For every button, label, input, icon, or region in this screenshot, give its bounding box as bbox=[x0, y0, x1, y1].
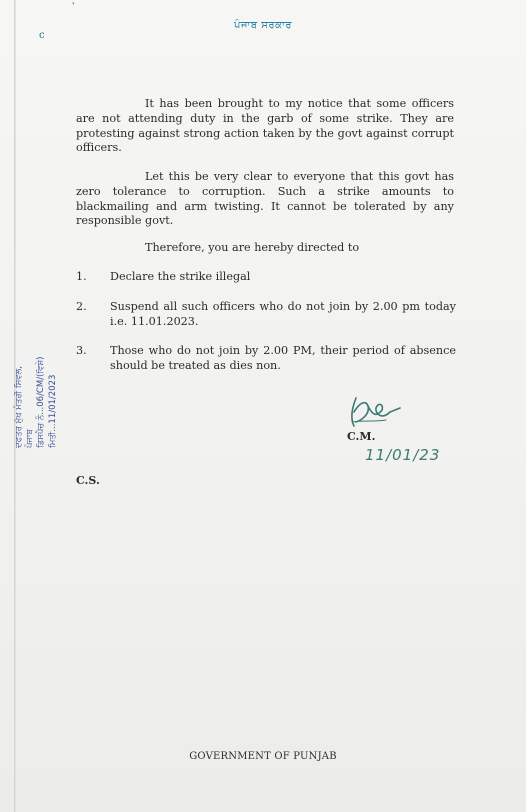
directive-text: Declare the strike illegal bbox=[110, 270, 251, 283]
paragraph-zero-tolerance: Let this be very clear to everyone that this govt has zero tolerance to corruption. Such a strike amounts to blackmailing and arm twisting. It cannot be tolerated by any responsible govt. bbox=[76, 170, 454, 228]
stamp-state-line: ਪੰਜਾਬ bbox=[25, 429, 35, 448]
signature-date: 11/01/23 bbox=[365, 446, 441, 464]
corner-mark: c bbox=[39, 30, 45, 41]
paragraph-notice: It has been brought to my notice that some officers are not attending duty in the garb of some strike. They are protesting against strong action taken by the govt against corrupt officers. bbox=[76, 97, 454, 155]
directive-text: Those who do not join by 2.00 PM, their period of absence should be treated as dies non. bbox=[110, 344, 456, 372]
directive-number: 2. bbox=[76, 300, 87, 313]
footer-government-name: GOVERNMENT OF PUNJAB bbox=[189, 751, 337, 762]
stamp-date: ਮਿਤੀ...11/01/2023 bbox=[48, 374, 58, 448]
letterhead-title: ਪੰਜਾਬ ਸਰਕਾਰ bbox=[234, 20, 292, 31]
signatory-designation: C.M. bbox=[347, 430, 376, 443]
margin-tick-mark: ' bbox=[72, 2, 75, 12]
stamp-dispatch-number: ਡਿਸਪੈਚ ਨੰ...06/CM/(ਵਿਸ਼ੇ) bbox=[36, 356, 46, 448]
paragraph-directive-intro: Therefore, you are hereby directed to bbox=[145, 241, 360, 254]
handwritten-signature bbox=[344, 392, 406, 432]
directive-text: Suspend all such officers who do not join by 2.00 pm today i.e. 11.01.2023. bbox=[110, 300, 456, 328]
addressee: C.S. bbox=[76, 474, 100, 487]
stamp-office-line: ਦਫਤਰ ਮੁੱਖ ਮੰਤਰੀ ਸਿਵਲ, bbox=[14, 365, 24, 448]
directive-number: 1. bbox=[76, 270, 87, 283]
dispatch-stamp bbox=[0, 298, 80, 448]
directive-number: 3. bbox=[76, 344, 87, 357]
